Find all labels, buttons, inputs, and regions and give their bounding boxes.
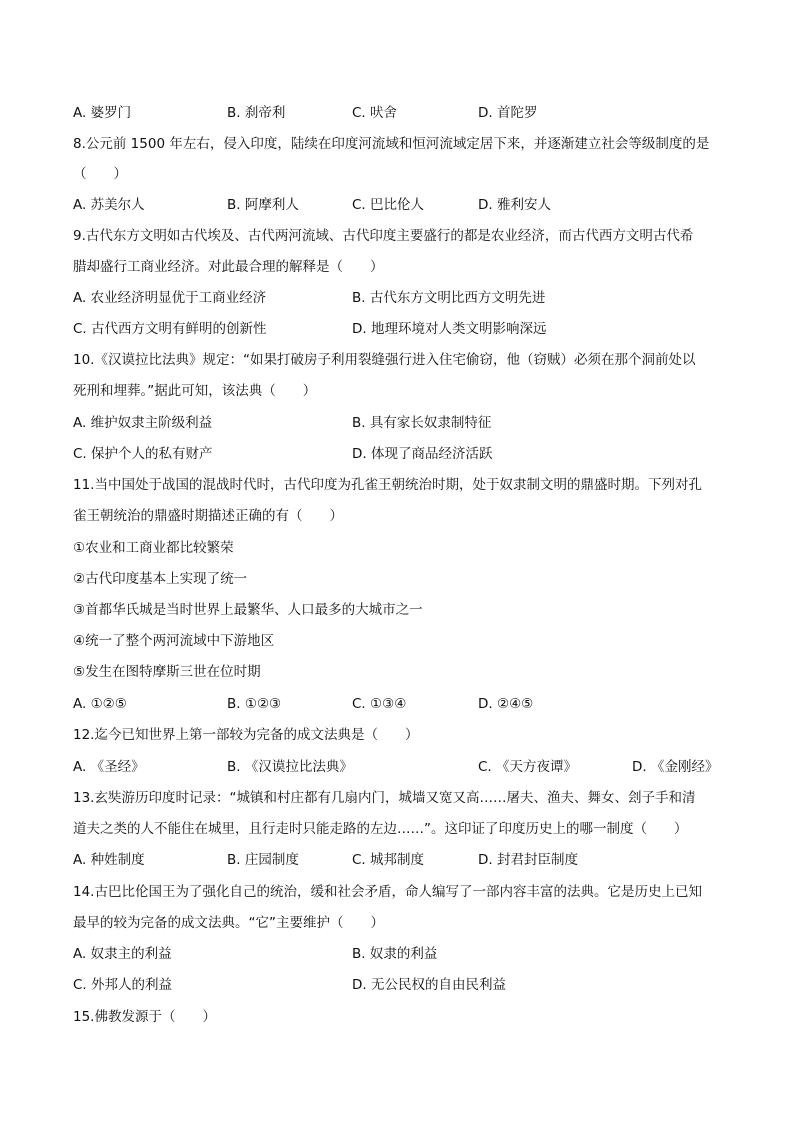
q10-option-d: D. 体现了商品经济活跃: [352, 446, 493, 462]
q14-stem: 14.古巴比伦国王为了强化自己的统治，缓和社会矛盾，命人编写了一部内容丰富的法典。它是历史上已知: [73, 884, 702, 900]
q11-stem-cont: 雀王朝统治的鼎盛时期描述正确的有（ ）: [73, 508, 343, 524]
q11-option-b: B. ①②③: [227, 696, 282, 712]
q10-option-a: A. 维护奴隶主阶级利益: [73, 415, 213, 431]
q8-option-d: D. 雅利安人: [478, 197, 551, 213]
q11-item-1: ①农业和工商业都比较繁荣: [73, 540, 234, 556]
q9-option-b: B. 古代东方文明比西方文明先进: [352, 290, 546, 306]
q11-item-3: ③首都华氏城是当时世界上最繁华、人口最多的大城市之一: [73, 602, 423, 618]
q10-stem-cont: 死刑和埋葬。”据此可知，该法典（ ）: [73, 383, 317, 399]
q13-option-c: C. 城邦制度: [352, 852, 425, 868]
q11-item-5: ⑤发生在图特摩斯三世在位时期: [73, 664, 261, 680]
q14-option-b: B. 奴隶的利益: [352, 946, 438, 962]
q11-stem: 11.当中国处于战国的混战时代时，古代印度为孔雀王朝统治时期，处于奴隶制文明的鼎盛时期。下列对孔: [73, 477, 702, 493]
q14-option-d: D. 无公民权的自由民利益: [352, 977, 506, 993]
q9-option-d: D. 地理环境对人类文明影响深远: [352, 321, 547, 337]
q7-option-c: C. 吠舍: [352, 105, 398, 121]
q9-option-a: A. 农业经济明显优于工商业经济: [73, 290, 267, 306]
q12-option-b: B. 《汉谟拉比法典》: [227, 759, 353, 775]
q13-option-b: B. 庄园制度: [227, 852, 299, 868]
q8-option-b: B. 阿摩利人: [227, 197, 299, 213]
q11-item-4: ④统一了整个两河流域中下游地区: [73, 633, 275, 649]
q13-option-d: D. 封君封臣制度: [478, 852, 578, 868]
q9-stem-cont: 腊却盛行工商业经济。对此最合理的解释是（ ）: [73, 259, 384, 275]
q12-option-c: C. 《天方夜谭》: [478, 759, 578, 775]
q8-option-a: A. 苏美尔人: [73, 197, 145, 213]
q8-option-c: C. 巴比伦人: [352, 197, 425, 213]
q15-stem: 15.佛教发源于（ ）: [73, 1009, 216, 1025]
q7-option-b: B. 刹帝利: [227, 105, 286, 121]
q11-option-d: D. ②④⑤: [478, 696, 534, 712]
q8-stem: 8.公元前 1500 年左右，侵入印度，陆续在印度河流域和恒河流域定居下来，并逐渐建立社会等级制度的是: [73, 136, 710, 152]
q10-option-b: B. 具有家长奴隶制特征: [352, 415, 492, 431]
q11-item-2: ②古代印度基本上实现了统一: [73, 571, 248, 587]
q10-option-c: C. 保护个人的私有财产: [73, 446, 213, 462]
q11-option-a: A. ①②⑤: [73, 696, 127, 712]
q14-option-a: A. 奴隶主的利益: [73, 946, 172, 962]
q10-stem: 10.《汉谟拉比法典》规定：“如果打破房子利用裂缝强行进入住宅偷窃，他（窃贼）必须在那个洞前处以: [73, 352, 696, 368]
q13-option-a: A. 种姓制度: [73, 852, 145, 868]
q12-option-d: D. 《金刚经》: [632, 759, 719, 775]
q7-option-a: A. 婆罗门: [73, 105, 132, 121]
q8-stem-cont: （ ）: [73, 166, 127, 182]
q9-stem: 9.古代东方文明如古代埃及、古代两河流域、古代印度主要盛行的都是农业经济，而古代西方文明古代希: [73, 228, 694, 244]
q14-stem-cont: 最早的较为完备的成文法典。“它”主要维护（ ）: [73, 915, 384, 931]
q12-stem: 12.迄今已知世界上第一部较为完备的成文法典是（ ）: [73, 727, 419, 743]
q14-option-c: C. 外邦人的利益: [73, 977, 173, 993]
q12-option-a: A. 《圣经》: [73, 759, 145, 775]
q11-option-c: C. ①③④: [352, 696, 407, 712]
q13-stem: 13.玄奘游历印度时记录：“城镇和村庄都有几扇内门，城墙又宽又高……屠夫、渔夫、舞女、刽子手和清: [73, 790, 696, 806]
q7-option-d: D. 首陀罗: [478, 105, 538, 121]
q13-stem-cont: 道夫之类的人不能住在城里，且行走时只能走路的左边……”。这印证了印度历史上的哪一制度（ ）: [73, 821, 688, 837]
q9-option-c: C. 古代西方文明有鲜明的创新性: [73, 321, 267, 337]
